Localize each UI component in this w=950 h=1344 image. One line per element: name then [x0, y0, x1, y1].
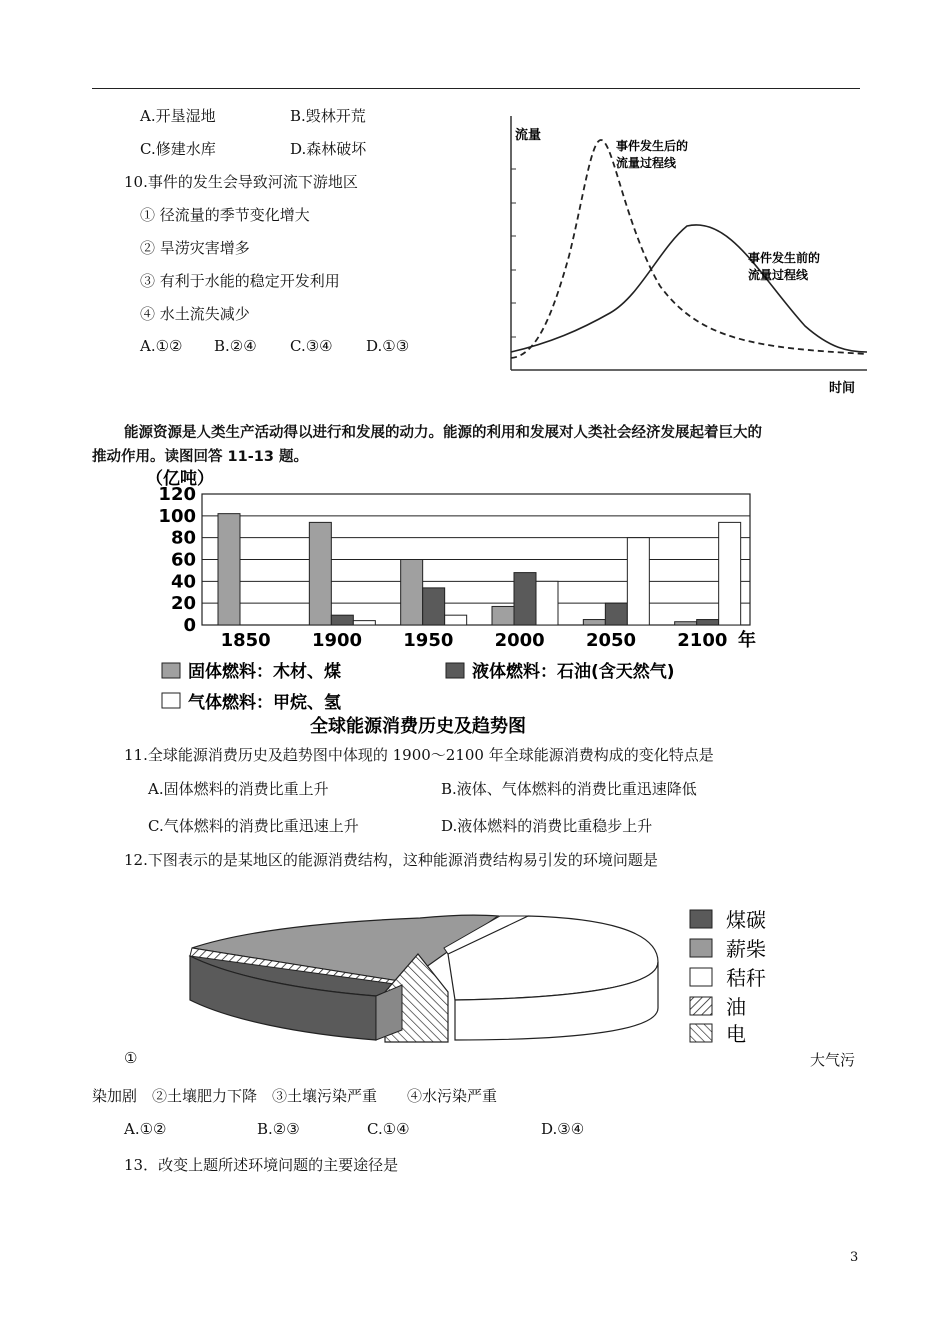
bar-solid-2000	[492, 606, 514, 625]
y-tick-label: 20	[170, 593, 196, 615]
legend-swatch-solid	[162, 663, 180, 678]
pie-legend-oil: 油	[726, 995, 746, 1019]
q11-option-c: C.气体燃料的消费比重迅速上升	[148, 817, 359, 835]
q9-option-c: C.修建水库	[140, 140, 216, 158]
bar-chart-title: 全球能源消费历史及趋势图	[310, 716, 526, 737]
q11-option-b: B.液体、气体燃料的消费比重迅速降低	[441, 780, 697, 798]
bar-solid-2050	[583, 620, 605, 625]
bar-gas-1950	[445, 615, 467, 625]
bar-liquid-2100	[697, 620, 719, 625]
q10-item-2: ② 旱涝灾害增多	[140, 239, 250, 257]
x-tick-label: 2050	[585, 630, 637, 651]
flow-curve-before	[511, 225, 867, 352]
bar-gas-2100	[719, 522, 741, 625]
q12-options-line: 染加剧 ②土壤肥力下降 ③土壤污染严重 ④水污染严重	[92, 1087, 498, 1105]
pie-legend-straw: 秸秆	[726, 966, 766, 990]
flow-curve-after	[511, 140, 867, 358]
y-tick-label: 80	[170, 527, 196, 549]
bar-gas-2050	[627, 538, 649, 625]
q10-item-4: ④ 水土流失减少	[140, 305, 250, 323]
pie-legend-swatch-straw	[690, 968, 712, 986]
bar-solid-1900	[309, 522, 331, 625]
q11-option-d: D.液体燃料的消费比重稳步上升	[441, 817, 653, 835]
q9-option-d: D.森林破坏	[290, 140, 367, 158]
pie-legend-firewood: 薪柴	[726, 937, 766, 961]
page-number: 3	[850, 1250, 859, 1265]
x-tick-label: 2000	[494, 630, 545, 651]
x-unit-label: 年	[738, 630, 756, 651]
q10-stem: 10.事件的发生会导致河流下游地区	[124, 173, 358, 191]
x-tick-label: 1900	[311, 630, 363, 651]
bar-solid-1850	[218, 514, 240, 625]
pie-legend-swatch-firewood	[690, 939, 712, 957]
pie-legend-swatch-oil	[690, 997, 712, 1015]
q9-option-a: A.开垦湿地	[140, 107, 216, 125]
bar-liquid-2050	[605, 603, 627, 625]
pie-legend-coal: 煤碳	[726, 908, 766, 932]
q12-answer-b: B.②③	[257, 1120, 300, 1138]
x-tick-label: 1850	[220, 630, 271, 651]
energy-pie-chart	[180, 908, 800, 1048]
legend-swatch-gas	[162, 693, 180, 708]
q9-option-b: B.毁林开荒	[290, 107, 366, 125]
q10-option-a: A.①②	[140, 337, 183, 355]
q12-answer-a: A.①②	[124, 1120, 167, 1138]
legend-liquid-fuel: 液体燃料：石油(含天然气)	[472, 662, 675, 682]
header-rule	[92, 88, 860, 89]
legend-solid-fuel: 固体燃料：木材、煤	[188, 662, 341, 682]
bar-gas-1900	[353, 621, 375, 625]
q10-item-1: ① 径流量的季节变化增大	[140, 206, 310, 224]
y-tick-label: 120	[158, 484, 196, 505]
flow-xlabel: 时间	[829, 381, 856, 396]
bar-gas-2000	[536, 581, 558, 625]
legend-swatch-liquid	[446, 663, 464, 678]
q10-option-b: B.②④	[214, 337, 257, 355]
q12-option1-start: ①	[124, 1049, 138, 1067]
q12-option1-end: 大气污	[810, 1051, 856, 1069]
x-tick-label: 2100	[677, 630, 728, 651]
q11-stem: 11.全球能源消费历史及趋势图中体现的 1900～2100 年全球能源消费构成的变化特点是	[124, 746, 714, 764]
q12-stem: 12.下图表示的是某地区的能源消费结构，这种能源消费结构易引发的环境问题是	[124, 851, 658, 869]
q10-option-c: C.③④	[290, 337, 333, 355]
flow-hydrograph	[505, 108, 870, 403]
pie-legend-swatch-electricity	[690, 1024, 712, 1042]
before-label-line2: 流量过程线	[748, 268, 809, 282]
x-tick-label: 1950	[403, 630, 454, 651]
legend-gas-fuel: 气体燃料：甲烷、氢	[188, 693, 341, 713]
pie-legend-swatch-coal	[690, 910, 712, 928]
q10-option-d: D.①③	[366, 337, 410, 355]
bar-solid-2100	[675, 622, 697, 625]
after-label-line2: 流量过程线	[616, 156, 677, 170]
y-tick-label: 0	[183, 615, 196, 636]
energy-bar-chart	[140, 466, 790, 742]
after-label-line1: 事件发生后的	[616, 139, 689, 153]
bar-liquid-1900	[331, 615, 353, 625]
pie-legend-electricity: 电	[726, 1022, 746, 1046]
q11-option-a: A.固体燃料的消费比重上升	[148, 780, 329, 798]
y-tick-label: 100	[158, 505, 196, 527]
q13-stem: 13．改变上题所述环境问题的主要途径是	[124, 1156, 399, 1174]
y-tick-label: 40	[170, 571, 196, 593]
intro-line-1: 能源资源是人类生产活动得以进行和发展的动力。能源的利用和发展对人类社会经济发展起着巨大的	[124, 425, 762, 441]
q12-answer-c: C.①④	[367, 1120, 410, 1138]
before-label-line1: 事件发生前的	[748, 251, 821, 265]
intro-line-2: 推动作用。读图回答 11-13 题。	[92, 449, 308, 465]
flow-ylabel: 流量	[515, 128, 542, 143]
bar-chart-ylabel: （亿吨）	[146, 469, 214, 489]
y-tick-label: 60	[170, 549, 196, 571]
q10-item-3: ③ 有利于水能的稳定开发利用	[140, 272, 340, 290]
q12-answer-d: D.③④	[541, 1120, 585, 1138]
bar-liquid-2000	[514, 573, 536, 625]
bar-solid-1950	[401, 560, 423, 626]
bar-liquid-1950	[423, 588, 445, 625]
